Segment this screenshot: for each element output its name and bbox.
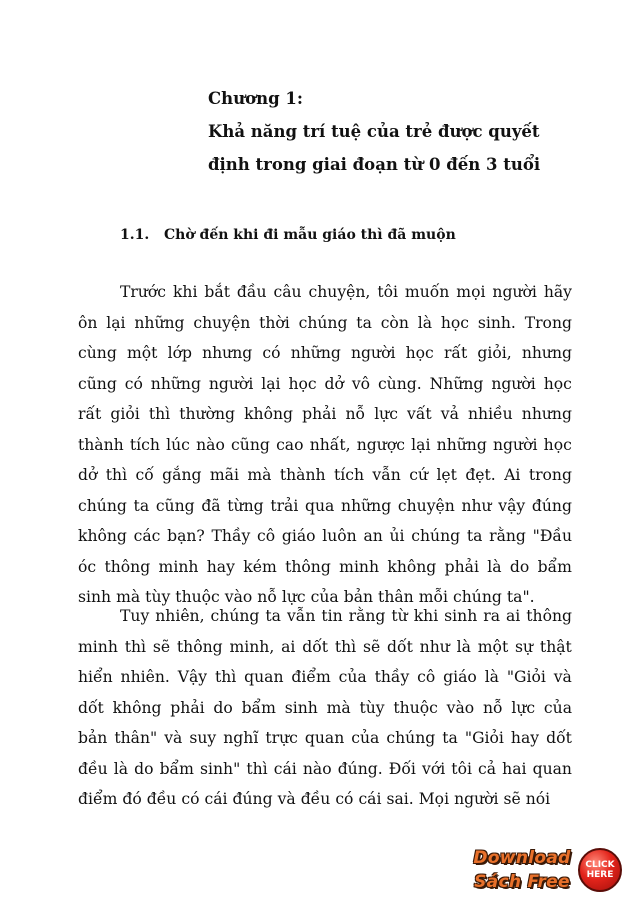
- paragraph-line: [78, 693, 572, 724]
- word: cô: [257, 527, 276, 545]
- chapter-number: Chương 1:: [208, 89, 303, 108]
- word: trong: [528, 466, 572, 484]
- word: "Đầu: [532, 527, 572, 545]
- paragraph-line: [78, 662, 572, 693]
- word: với: [422, 759, 446, 778]
- paragraph-line: [78, 460, 572, 491]
- word: lực: [374, 405, 398, 423]
- download-text[interactable]: [470, 846, 574, 894]
- word: những: [341, 496, 392, 515]
- word: vả: [440, 405, 459, 423]
- word: thì: [214, 668, 237, 686]
- word: có: [181, 790, 200, 808]
- word: thông: [285, 557, 331, 576]
- word: bẩm: [159, 759, 194, 778]
- word: bản: [78, 729, 108, 747]
- paragraph-line: [78, 369, 572, 400]
- word: rằng: [489, 527, 526, 545]
- word: vẫn: [286, 607, 316, 625]
- word: từng: [227, 496, 264, 515]
- word: Vậy: [177, 668, 208, 686]
- word: lớp: [167, 344, 192, 362]
- word: một: [477, 637, 509, 656]
- word: đúng: [232, 790, 273, 808]
- paragraph-line: [78, 552, 572, 583]
- word: chúng: [78, 496, 127, 515]
- word: chuyện: [397, 496, 455, 515]
- word: đúng: [531, 496, 572, 515]
- word: như: [461, 496, 492, 515]
- word: quan: [532, 759, 572, 778]
- word: là: [484, 668, 499, 686]
- word: điểm: [78, 790, 118, 808]
- word: thông: [176, 637, 223, 656]
- word: thì: [246, 759, 268, 778]
- word: nhưng: [202, 344, 253, 362]
- word: sẽ: [362, 637, 381, 656]
- word: lại: [261, 374, 281, 393]
- word: thì: [148, 405, 171, 423]
- word: dốt: [78, 698, 104, 717]
- word: có: [124, 374, 143, 393]
- word: giỏi,: [477, 344, 512, 362]
- paragraph-line: [78, 784, 572, 815]
- word: không: [78, 527, 127, 545]
- word: cũng: [231, 435, 270, 454]
- word: thông: [526, 607, 572, 625]
- word: đầu: [236, 283, 267, 301]
- paragraph-line: [78, 338, 572, 369]
- word: mỗi: [418, 588, 449, 606]
- here-label: HERE: [586, 870, 614, 880]
- word: và: [164, 729, 183, 747]
- word: chúng: [411, 527, 461, 545]
- word: lực: [511, 698, 536, 717]
- word: câu: [273, 283, 302, 301]
- word: dốt: [302, 637, 329, 656]
- word: thành: [279, 466, 326, 484]
- word: nào: [196, 435, 225, 454]
- word: bẩm: [241, 698, 276, 717]
- word: thật: [539, 637, 572, 656]
- word: rất: [78, 405, 102, 423]
- word: người: [492, 283, 537, 301]
- word: qua: [305, 496, 335, 515]
- word: Trước: [120, 283, 167, 301]
- word: đẹt.: [465, 466, 496, 484]
- word: nỗ: [345, 405, 366, 423]
- word: tích: [129, 435, 160, 454]
- download-label: Download: [473, 848, 571, 868]
- word: không: [112, 698, 162, 717]
- word: Trong: [524, 313, 572, 332]
- click-label: CLICK: [585, 860, 615, 870]
- word: là: [417, 313, 432, 332]
- word: bắt: [204, 283, 230, 301]
- word: và: [553, 668, 572, 686]
- word: lại: [411, 435, 431, 454]
- word: tin: [321, 607, 343, 625]
- download-badge[interactable]: [470, 846, 628, 898]
- paragraph-line: [78, 399, 572, 430]
- word: thì: [124, 637, 146, 656]
- word: ta: [356, 313, 372, 332]
- word: ngược: [356, 435, 405, 454]
- chapter-title-line-1: Khả năng trí tuệ của trẻ được quyết: [208, 122, 540, 141]
- word: vất: [407, 405, 432, 423]
- word: ta: [466, 527, 483, 545]
- word: cái: [204, 790, 228, 808]
- paragraph-line: [78, 521, 572, 552]
- word: cô: [417, 668, 436, 686]
- word: người: [351, 344, 396, 362]
- word: phải: [302, 405, 337, 423]
- word: bạn?: [167, 527, 205, 545]
- paragraph-line: [78, 430, 572, 461]
- word: của: [543, 698, 572, 717]
- paragraph-line: [78, 601, 572, 632]
- word: chúng: [210, 607, 260, 625]
- paragraph: [78, 277, 572, 613]
- word: giáo: [281, 527, 316, 545]
- word: cả: [478, 759, 497, 778]
- word: hai: [502, 759, 527, 778]
- word: vào: [224, 588, 253, 606]
- word: người: [491, 374, 536, 393]
- word: người: [454, 790, 499, 808]
- click-here-button[interactable]: [578, 848, 622, 892]
- word: rất: [443, 344, 468, 362]
- word: "Giỏi: [506, 668, 546, 686]
- word: minh,: [229, 637, 275, 656]
- word: vẫn: [372, 466, 401, 484]
- word: nhiên.: [120, 668, 170, 686]
- word: những: [134, 313, 185, 332]
- word: tích: [333, 466, 365, 484]
- paragraph-line: [78, 754, 572, 785]
- word: không: [387, 557, 437, 576]
- word: ta".: [506, 588, 535, 606]
- word: vào: [446, 698, 475, 717]
- word: lại: [106, 313, 126, 332]
- word: ai: [281, 637, 296, 656]
- word: vô: [351, 374, 371, 393]
- word: Đối: [388, 759, 416, 778]
- paragraph-line: [78, 632, 572, 663]
- word: thành: [78, 435, 124, 454]
- word: Ai: [504, 466, 521, 484]
- word: chúng: [453, 588, 502, 606]
- word: nhưng: [521, 344, 572, 362]
- word: mà: [247, 466, 272, 484]
- word: mà: [116, 588, 141, 606]
- word: thì: [105, 466, 128, 484]
- word: ta: [133, 496, 150, 515]
- word: sai.: [386, 790, 414, 808]
- word: thời: [259, 313, 290, 332]
- word: tùy: [359, 698, 385, 717]
- word: thầy: [374, 668, 410, 686]
- word: bản: [343, 588, 374, 606]
- word: là: [113, 759, 129, 778]
- word: không: [244, 405, 293, 423]
- word: cái: [273, 759, 297, 778]
- word: một: [126, 344, 158, 362]
- word: Mọi: [418, 790, 450, 808]
- word: học: [543, 435, 572, 454]
- word: tôi: [451, 759, 472, 778]
- word: ôn: [78, 313, 98, 332]
- word: minh: [78, 637, 118, 656]
- word: học: [543, 374, 572, 393]
- word: các: [133, 527, 161, 545]
- paragraph-line: [78, 277, 572, 308]
- word: như: [419, 637, 450, 656]
- word: thì: [334, 637, 357, 656]
- word: khi: [413, 607, 439, 625]
- section-heading: [120, 224, 456, 246]
- word: cứ: [409, 466, 429, 484]
- word: "Giỏi: [464, 729, 504, 747]
- word: quan: [304, 729, 345, 747]
- word: giỏi: [110, 405, 140, 423]
- word: có: [262, 344, 281, 362]
- word: ra: [483, 607, 500, 625]
- word: nói: [525, 790, 551, 808]
- word: Thầy: [211, 527, 251, 545]
- word: chuyện,: [308, 283, 371, 301]
- word: của: [338, 668, 367, 686]
- word: người: [493, 435, 538, 454]
- word: của: [351, 729, 380, 747]
- word: phải: [444, 557, 479, 576]
- word: ủi: [389, 527, 405, 545]
- word: mọi: [456, 283, 486, 301]
- word: tùy: [145, 588, 171, 606]
- word: sinh": [200, 759, 241, 778]
- word: sinh: [78, 588, 112, 606]
- word: vậy: [498, 496, 526, 515]
- word: hay: [510, 729, 540, 747]
- word: lúc: [166, 435, 190, 454]
- word: những: [290, 344, 341, 362]
- word: đều: [146, 790, 177, 808]
- section-title: Chờ đến khi đi mẫu giáo thì đã muộn: [164, 227, 456, 243]
- word: gắng: [162, 466, 202, 484]
- word: do: [509, 557, 530, 576]
- word: học: [288, 374, 317, 393]
- word: chúng: [298, 313, 348, 332]
- word: suy: [189, 729, 217, 747]
- word: rằng: [348, 607, 386, 625]
- word: giáo: [443, 668, 477, 686]
- word: Tuy: [120, 607, 150, 625]
- word: hãy: [543, 283, 572, 301]
- word: của: [310, 588, 339, 606]
- word: trải: [270, 496, 299, 515]
- chapter-heading: [208, 82, 608, 181]
- word: có: [335, 790, 354, 808]
- word: dở: [324, 374, 344, 393]
- word: dở: [78, 466, 98, 484]
- word: nỗ: [257, 588, 277, 606]
- word: cùng.: [377, 374, 422, 393]
- word: muốn: [404, 283, 450, 301]
- word: dốt: [387, 637, 413, 656]
- word: đã: [201, 496, 221, 515]
- word: óc: [78, 557, 97, 576]
- word: học: [440, 313, 469, 332]
- word: là: [456, 637, 471, 656]
- word: những: [150, 374, 201, 393]
- word: ai: [505, 607, 521, 625]
- word: sinh: [284, 698, 318, 717]
- word: là: [487, 557, 502, 576]
- word: nhưng: [521, 405, 572, 423]
- word: cũng: [78, 374, 117, 393]
- paragraph: [78, 601, 572, 815]
- word: thường: [179, 405, 235, 423]
- section-number: 1.1.: [120, 227, 150, 243]
- word: nghĩ: [223, 729, 259, 747]
- word: tôi: [377, 283, 398, 301]
- word: thuộc: [393, 698, 438, 717]
- word: đúng.: [337, 759, 383, 778]
- word: do: [213, 698, 233, 717]
- word: đều: [78, 759, 108, 778]
- word: đó: [122, 790, 142, 808]
- word: quan: [244, 668, 284, 686]
- word: người: [208, 374, 254, 393]
- word: cùng: [78, 344, 117, 362]
- word: do: [134, 759, 154, 778]
- word: từ: [391, 607, 408, 625]
- word: lẹt: [436, 466, 457, 484]
- word: nỗ: [482, 698, 503, 717]
- word: nhất,: [309, 435, 351, 454]
- word: ta: [442, 729, 458, 747]
- word: Những: [429, 374, 484, 393]
- free-book-label: Sách Free: [474, 872, 570, 892]
- word: ta: [265, 607, 281, 625]
- word: nào: [302, 759, 332, 778]
- word: thông: [104, 557, 151, 576]
- word: và: [277, 790, 296, 808]
- word: những: [436, 435, 487, 454]
- paragraph-line: [78, 723, 572, 754]
- word: chuyện: [193, 313, 251, 332]
- word: trực: [265, 729, 298, 747]
- word: kém: [243, 557, 277, 576]
- word: học: [405, 344, 434, 362]
- paragraph-line: [78, 308, 572, 339]
- word: cũng: [155, 496, 195, 515]
- word: sẽ: [152, 637, 171, 656]
- word: thân": [114, 729, 158, 747]
- paragraph-line: [78, 491, 572, 522]
- word: nhiên,: [155, 607, 205, 625]
- word: bẩm: [537, 557, 572, 576]
- word: nhiều: [467, 405, 513, 423]
- word: thân: [378, 588, 414, 606]
- word: mãi: [209, 466, 239, 484]
- word: sự: [515, 637, 534, 656]
- word: hay: [206, 557, 235, 576]
- word: cố: [135, 466, 154, 484]
- word: sinh: [444, 607, 478, 625]
- word: khi: [172, 283, 198, 301]
- word: chúng: [386, 729, 436, 747]
- word: an: [363, 527, 383, 545]
- word: luôn: [322, 527, 357, 545]
- word: lực: [281, 588, 306, 606]
- word: minh: [158, 557, 199, 576]
- word: cái: [358, 790, 382, 808]
- word: sẽ: [503, 790, 521, 808]
- word: cao: [276, 435, 304, 454]
- word: đều: [300, 790, 331, 808]
- word: sinh.: [477, 313, 516, 332]
- word: hiển: [78, 668, 113, 686]
- word: còn: [380, 313, 409, 332]
- word: thuộc: [175, 588, 220, 606]
- word: dốt: [546, 729, 572, 747]
- word: điểm: [291, 668, 331, 686]
- chapter-title-line-2: định trong giai đoạn từ 0 đến 3 tuổi: [208, 155, 541, 174]
- word: minh: [339, 557, 380, 576]
- word: mà: [326, 698, 351, 717]
- word: phải: [170, 698, 205, 717]
